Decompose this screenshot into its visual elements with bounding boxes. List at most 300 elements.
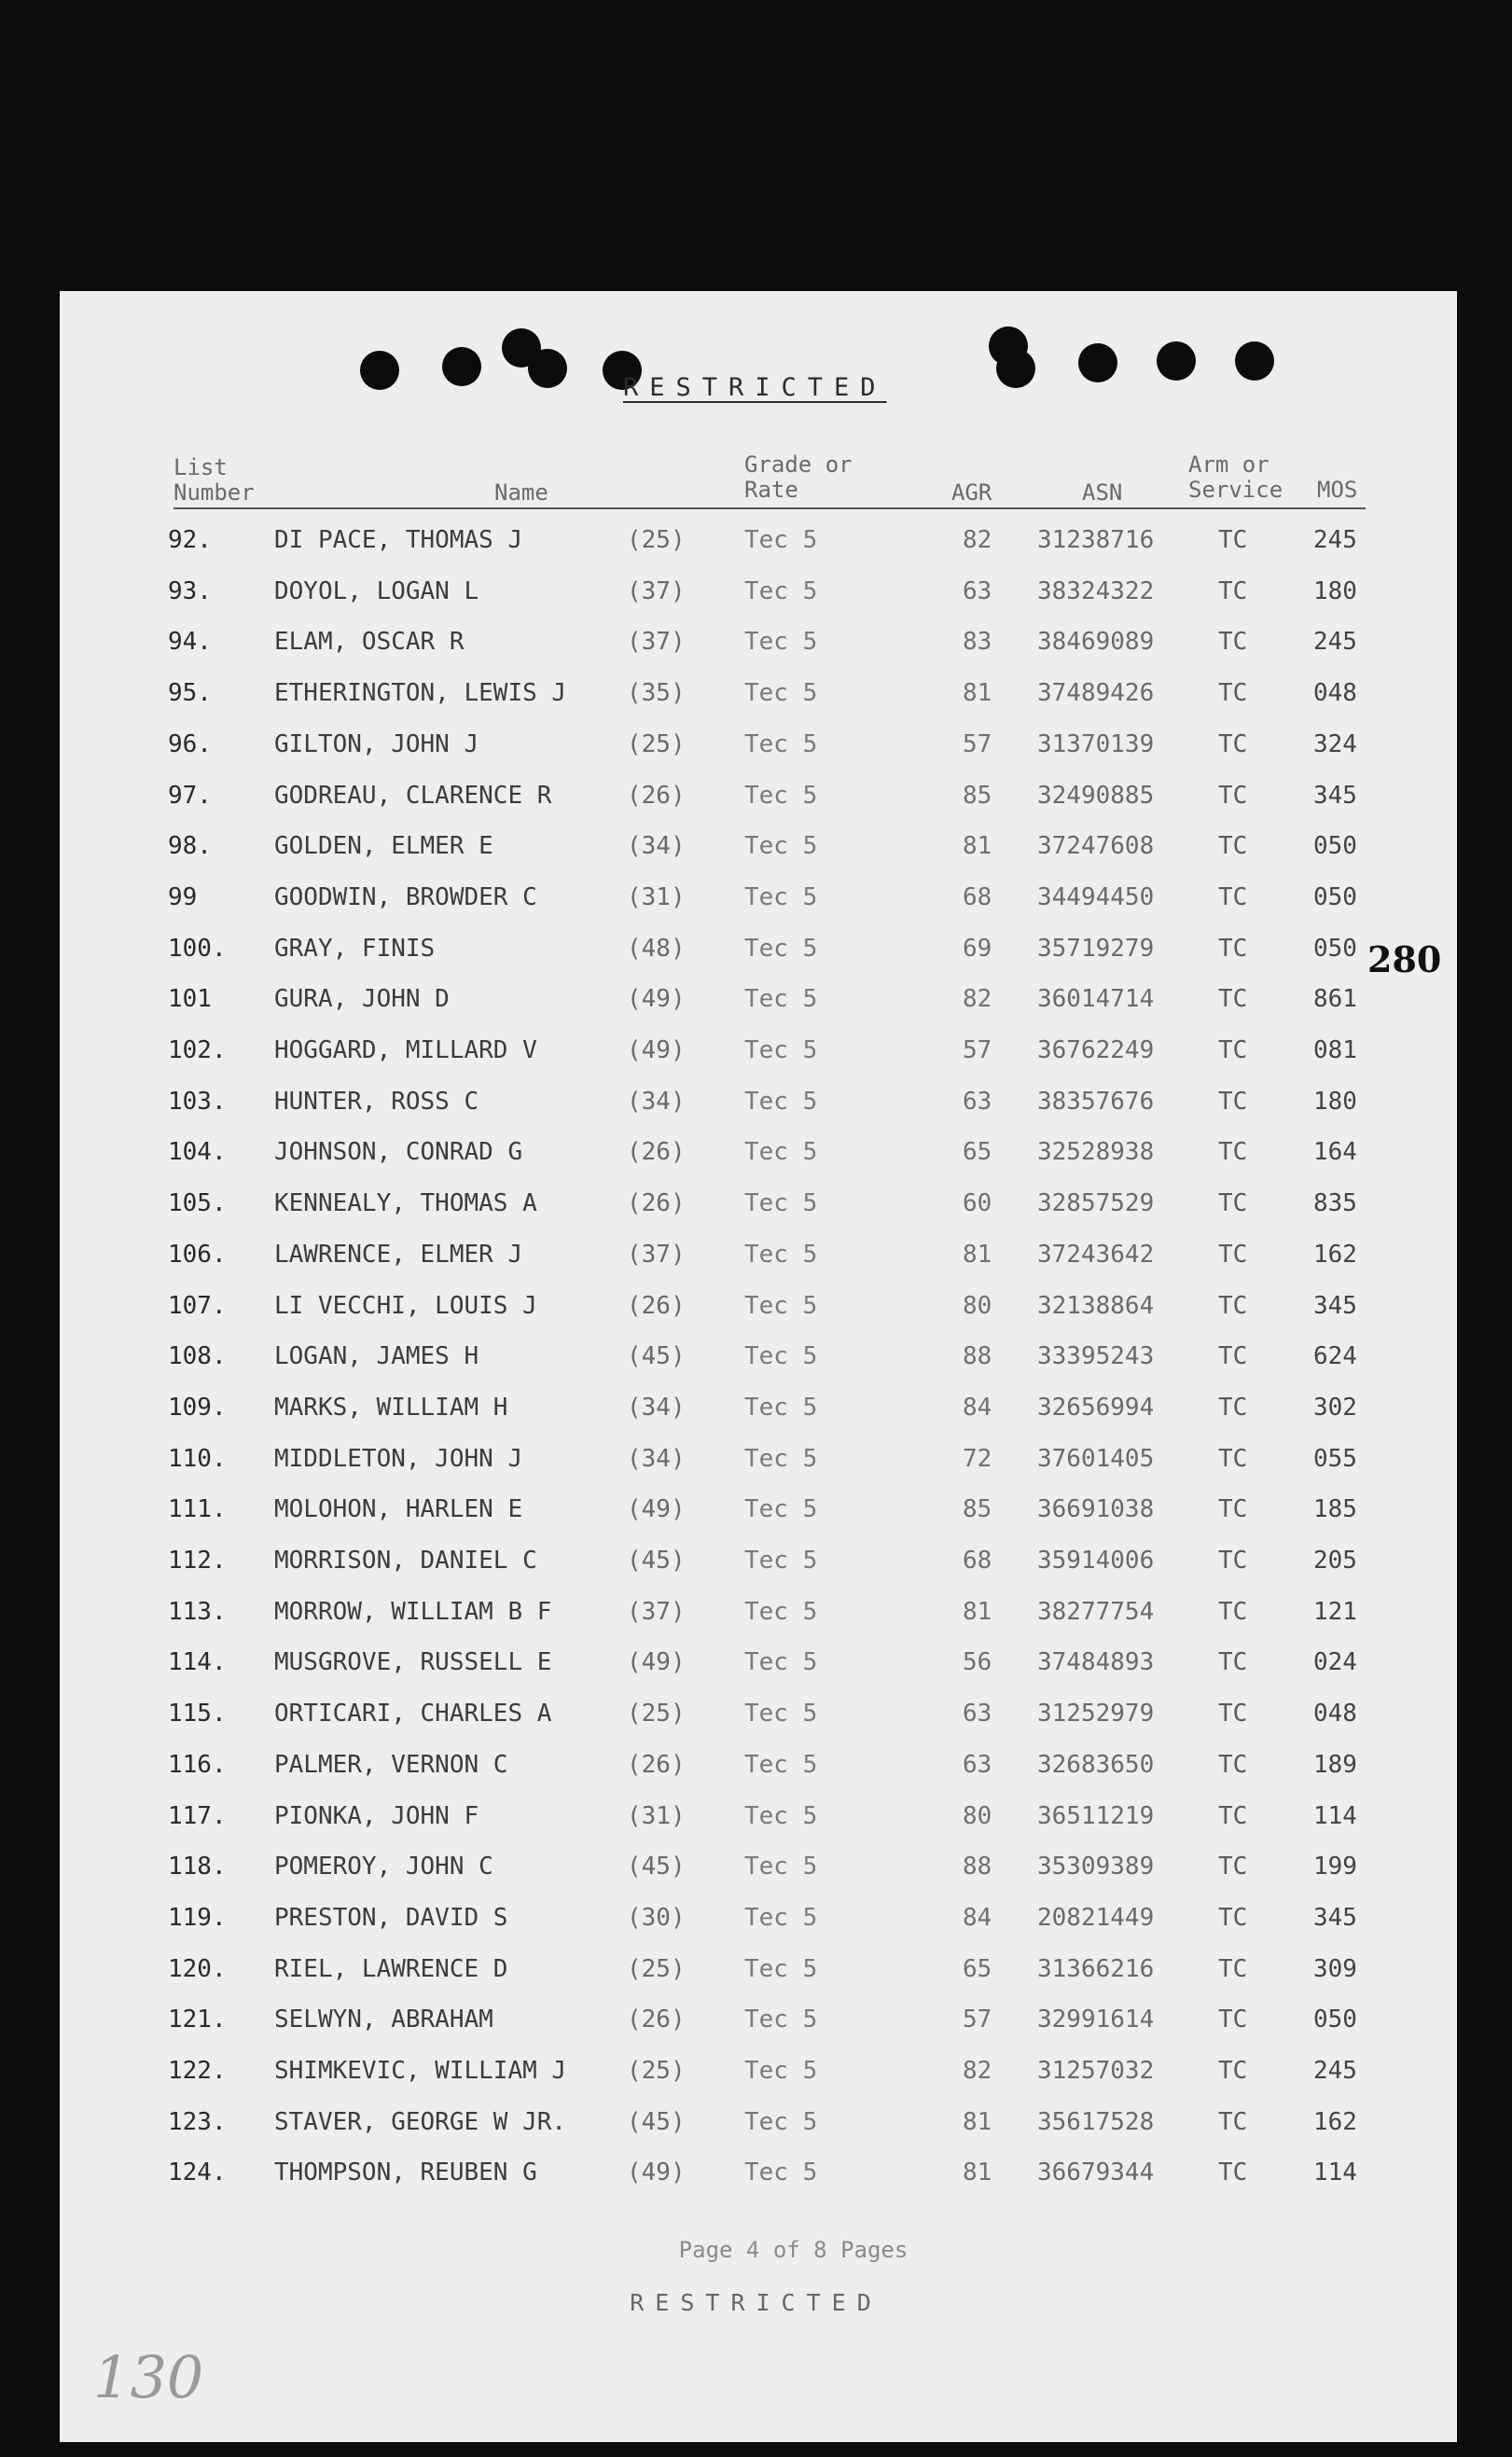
cell-code: (45)	[627, 2108, 686, 2136]
cell-list-number: 92.	[168, 526, 212, 554]
cell-arm-service: TC	[1218, 1088, 1248, 1116]
cell-asn: 38277754	[1037, 1598, 1155, 1626]
cell-grade: Tec 5	[744, 1138, 818, 1166]
cell-code: (25)	[627, 526, 686, 554]
cell-grade: Tec 5	[744, 1751, 818, 1779]
table-row	[0, 832, 1512, 869]
cell-code: (37)	[627, 628, 686, 656]
cell-asn: 34494450	[1037, 883, 1155, 911]
cell-mos: 114	[1313, 2159, 1357, 2186]
cell-grade: Tec 5	[744, 832, 818, 860]
cell-arm-service: TC	[1218, 1036, 1248, 1064]
cell-grade: Tec 5	[744, 577, 818, 605]
cell-grade: Tec 5	[744, 1241, 818, 1269]
cell-agr: 88	[963, 1342, 992, 1370]
cell-list-number: 116.	[168, 1751, 227, 1779]
cell-asn: 36511219	[1037, 1802, 1155, 1830]
table-row	[0, 985, 1512, 1022]
cell-arm-service: TC	[1218, 782, 1248, 810]
cell-agr: 81	[963, 2108, 992, 2136]
cell-arm-service: TC	[1218, 1292, 1248, 1320]
cell-list-number: 124.	[168, 2159, 227, 2186]
cell-name: GURA, JOHN D	[274, 985, 450, 1013]
cell-code: (26)	[627, 1189, 686, 1217]
cell-name: POMEROY, JOHN C	[274, 1853, 493, 1881]
cell-mos: 345	[1313, 1292, 1357, 1320]
cell-asn: 31366216	[1037, 1955, 1155, 1983]
cell-grade: Tec 5	[744, 2006, 818, 2034]
cell-mos: 180	[1313, 1088, 1357, 1116]
cell-asn: 35719279	[1037, 935, 1155, 963]
header-agr: AGR	[951, 479, 992, 506]
table-row	[0, 679, 1512, 716]
cell-asn: 36014714	[1037, 985, 1155, 1013]
cell-arm-service: TC	[1218, 935, 1248, 963]
cell-list-number: 121.	[168, 2006, 227, 2034]
table-row	[0, 2006, 1512, 2043]
cell-list-number: 110.	[168, 1445, 227, 1473]
cell-list-number: 122.	[168, 2057, 227, 2085]
cell-agr: 65	[963, 1138, 992, 1166]
cell-mos: 180	[1313, 577, 1357, 605]
cell-mos: 162	[1313, 1241, 1357, 1269]
cell-arm-service: TC	[1218, 1241, 1248, 1269]
cell-list-number: 123.	[168, 2108, 227, 2136]
cell-arm-service: TC	[1218, 1495, 1248, 1523]
table-row	[0, 1802, 1512, 1839]
cell-arm-service: TC	[1218, 679, 1248, 707]
cell-agr: 68	[963, 883, 992, 911]
table-row	[0, 1853, 1512, 1890]
cell-agr: 63	[963, 1088, 992, 1116]
cell-agr: 63	[963, 1700, 992, 1728]
cell-asn: 38324322	[1037, 577, 1155, 605]
header-name: Name	[494, 479, 548, 506]
cell-code: (35)	[627, 679, 686, 707]
table-row	[0, 1648, 1512, 1686]
cell-name: MORRISON, DANIEL C	[274, 1547, 537, 1575]
cell-asn: 38469089	[1037, 628, 1155, 656]
cell-mos: 050	[1313, 883, 1357, 911]
cell-code: (26)	[627, 1751, 686, 1779]
cell-grade: Tec 5	[744, 1342, 818, 1370]
table-row	[0, 628, 1512, 665]
cell-list-number: 112.	[168, 1547, 227, 1575]
cell-grade: Tec 5	[744, 1036, 818, 1064]
cell-code: (45)	[627, 1853, 686, 1881]
cell-mos: 835	[1313, 1189, 1357, 1217]
cell-list-number: 100.	[168, 935, 227, 963]
cell-grade: Tec 5	[744, 1292, 818, 1320]
cell-name: DI PACE, THOMAS J	[274, 526, 523, 554]
cell-grade: Tec 5	[744, 679, 818, 707]
cell-code: (45)	[627, 1547, 686, 1575]
cell-list-number: 99	[168, 883, 198, 911]
cell-grade: Tec 5	[744, 883, 818, 911]
cell-asn: 32656994	[1037, 1394, 1155, 1422]
cell-asn: 35309389	[1037, 1853, 1155, 1881]
cell-list-number: 101	[168, 985, 212, 1013]
page-title: RESTRICTED	[623, 373, 887, 402]
cell-name: GILTON, JOHN J	[274, 730, 479, 758]
cell-code: (25)	[627, 1700, 686, 1728]
table-row	[0, 1138, 1512, 1175]
handwritten-number: 130	[93, 2343, 204, 2411]
table-row	[0, 1292, 1512, 1329]
cell-name: ORTICARI, CHARLES A	[274, 1700, 552, 1728]
cell-mos: 861	[1313, 985, 1357, 1013]
cell-list-number: 120.	[168, 1955, 227, 1983]
table-row	[0, 1955, 1512, 1992]
cell-list-number: 98.	[168, 832, 212, 860]
table-row	[0, 782, 1512, 819]
cell-asn: 31252979	[1037, 1700, 1155, 1728]
cell-grade: Tec 5	[744, 526, 818, 554]
table-row	[0, 1700, 1512, 1737]
cell-name: PRESTON, DAVID S	[274, 1904, 508, 1932]
cell-agr: 81	[963, 1598, 992, 1626]
cell-asn: 38357676	[1037, 1088, 1155, 1116]
cell-agr: 80	[963, 1802, 992, 1830]
table-row	[0, 577, 1512, 615]
cell-grade: Tec 5	[744, 2159, 818, 2186]
cell-grade: Tec 5	[744, 1547, 818, 1575]
cell-mos: 024	[1313, 1648, 1357, 1676]
cell-code: (45)	[627, 1342, 686, 1370]
header-mos: MOS	[1317, 477, 1358, 503]
cell-agr: 80	[963, 1292, 992, 1320]
cell-asn: 37489426	[1037, 679, 1155, 707]
cell-agr: 88	[963, 1853, 992, 1881]
cell-arm-service: TC	[1218, 883, 1248, 911]
cell-grade: Tec 5	[744, 1189, 818, 1217]
cell-grade: Tec 5	[744, 1598, 818, 1626]
cell-arm-service: TC	[1218, 2006, 1248, 2034]
cell-asn: 37601405	[1037, 1445, 1155, 1473]
cell-agr: 82	[963, 526, 992, 554]
cell-grade: Tec 5	[744, 1648, 818, 1676]
cell-mos: 114	[1313, 1802, 1357, 1830]
cell-name: HUNTER, ROSS C	[274, 1088, 479, 1116]
cell-arm-service: TC	[1218, 2108, 1248, 2136]
cell-mos: 050	[1313, 832, 1357, 860]
stamped-page-number: 280	[1367, 938, 1442, 980]
cell-list-number: 103.	[168, 1088, 227, 1116]
cell-arm-service: TC	[1218, 1904, 1248, 1932]
cell-grade: Tec 5	[744, 628, 818, 656]
header-rate-label: Rate	[744, 477, 798, 503]
cell-asn: 20821449	[1037, 1904, 1155, 1932]
table-row	[0, 1598, 1512, 1635]
cell-code: (31)	[627, 1802, 686, 1830]
cell-name: RIEL, LAWRENCE D	[274, 1955, 508, 1983]
cell-mos: 121	[1313, 1598, 1357, 1626]
cell-arm-service: TC	[1218, 1598, 1248, 1626]
cell-list-number: 109.	[168, 1394, 227, 1422]
cell-mos: 199	[1313, 1853, 1357, 1881]
table-row	[0, 1189, 1512, 1227]
cell-code: (25)	[627, 730, 686, 758]
cell-mos: 048	[1313, 1700, 1357, 1728]
cell-asn: 32490885	[1037, 782, 1155, 810]
cell-code: (26)	[627, 1138, 686, 1166]
cell-arm-service: TC	[1218, 1189, 1248, 1217]
cell-mos: 205	[1313, 1547, 1357, 1575]
page-count: Page 4 of 8 Pages	[678, 2237, 909, 2263]
cell-mos: 081	[1313, 1036, 1357, 1064]
cell-arm-service: TC	[1218, 628, 1248, 656]
cell-grade: Tec 5	[744, 1700, 818, 1728]
cell-asn: 32683650	[1037, 1751, 1155, 1779]
cell-mos: 055	[1313, 1445, 1357, 1473]
cell-list-number: 114.	[168, 1648, 227, 1676]
cell-code: (31)	[627, 883, 686, 911]
cell-name: GOLDEN, ELMER E	[274, 832, 493, 860]
cell-code: (30)	[627, 1904, 686, 1932]
cell-code: (37)	[627, 1598, 686, 1626]
cell-arm-service: TC	[1218, 2159, 1248, 2186]
header-grade-label: Grade or	[744, 451, 853, 478]
cell-arm-service: TC	[1218, 2057, 1248, 2085]
cell-code: (49)	[627, 1495, 686, 1523]
cell-list-number: 115.	[168, 1700, 227, 1728]
cell-asn: 32528938	[1037, 1138, 1155, 1166]
cell-agr: 63	[963, 1751, 992, 1779]
cell-asn: 37243642	[1037, 1241, 1155, 1269]
cell-code: (49)	[627, 985, 686, 1013]
table-row	[0, 883, 1512, 921]
header-list-label: List	[173, 454, 228, 480]
cell-list-number: 113.	[168, 1598, 227, 1626]
cell-asn: 36679344	[1037, 2159, 1155, 2186]
cell-name: MORROW, WILLIAM B F	[274, 1598, 552, 1626]
cell-grade: Tec 5	[744, 1955, 818, 1983]
header-number-label: Number	[173, 479, 255, 506]
cell-asn: 32991614	[1037, 2006, 1155, 2034]
table-row	[0, 2159, 1512, 2196]
cell-code: (49)	[627, 2159, 686, 2186]
cell-grade: Tec 5	[744, 1904, 818, 1932]
table-row	[0, 1342, 1512, 1380]
cell-list-number: 105.	[168, 1189, 227, 1217]
cell-agr: 72	[963, 1445, 992, 1473]
cell-list-number: 104.	[168, 1138, 227, 1166]
cell-grade: Tec 5	[744, 935, 818, 963]
cell-mos: 245	[1313, 628, 1357, 656]
cell-code: (37)	[627, 577, 686, 605]
cell-grade: Tec 5	[744, 2108, 818, 2136]
cell-arm-service: TC	[1218, 1751, 1248, 1779]
table-row	[0, 1547, 1512, 1584]
table-row	[0, 1495, 1512, 1533]
cell-arm-service: TC	[1218, 526, 1248, 554]
header-service-label: Service	[1188, 477, 1283, 503]
cell-asn: 32138864	[1037, 1292, 1155, 1320]
table-row	[0, 2057, 1512, 2094]
cell-arm-service: TC	[1218, 832, 1248, 860]
cell-name: HOGGARD, MILLARD V	[274, 1036, 537, 1064]
cell-code: (26)	[627, 1292, 686, 1320]
cell-grade: Tec 5	[744, 1394, 818, 1422]
cell-agr: 68	[963, 1547, 992, 1575]
table-row	[0, 1088, 1512, 1125]
cell-name: MOLOHON, HARLEN E	[274, 1495, 523, 1523]
cell-list-number: 118.	[168, 1853, 227, 1881]
table-row	[0, 1904, 1512, 1941]
cell-mos: 050	[1313, 2006, 1357, 2034]
cell-mos: 050	[1313, 935, 1357, 963]
cell-grade: Tec 5	[744, 1495, 818, 1523]
cell-mos: 189	[1313, 1751, 1357, 1779]
cell-agr: 65	[963, 1955, 992, 1983]
cell-arm-service: TC	[1218, 1445, 1248, 1473]
cell-asn: 33395243	[1037, 1342, 1155, 1370]
cell-grade: Tec 5	[744, 2057, 818, 2085]
cell-grade: Tec 5	[744, 1802, 818, 1830]
cell-grade: Tec 5	[744, 782, 818, 810]
cell-arm-service: TC	[1218, 1342, 1248, 1370]
cell-asn: 32857529	[1037, 1189, 1155, 1217]
cell-name: ETHERINGTON, LEWIS J	[274, 679, 567, 707]
cell-agr: 85	[963, 1495, 992, 1523]
cell-name: SELWYN, ABRAHAM	[274, 2006, 493, 2034]
table-row	[0, 1445, 1512, 1482]
cell-code: (37)	[627, 1241, 686, 1269]
cell-name: JOHNSON, CONRAD G	[274, 1138, 523, 1166]
footer-restricted: RESTRICTED	[630, 2289, 882, 2316]
cell-arm-service: TC	[1218, 1700, 1248, 1728]
table-row	[0, 1751, 1512, 1788]
cell-name: MIDDLETON, JOHN J	[274, 1445, 523, 1473]
cell-mos: 309	[1313, 1955, 1357, 1983]
cell-agr: 63	[963, 577, 992, 605]
cell-mos: 185	[1313, 1495, 1357, 1523]
cell-asn: 37484893	[1037, 1648, 1155, 1676]
cell-grade: Tec 5	[744, 730, 818, 758]
table-row	[0, 1241, 1512, 1278]
cell-arm-service: TC	[1218, 1853, 1248, 1881]
cell-mos: 164	[1313, 1138, 1357, 1166]
cell-arm-service: TC	[1218, 1802, 1248, 1830]
cell-asn: 31257032	[1037, 2057, 1155, 2085]
cell-grade: Tec 5	[744, 1088, 818, 1116]
cell-asn: 37247608	[1037, 832, 1155, 860]
cell-agr: 84	[963, 1904, 992, 1932]
cell-arm-service: TC	[1218, 1394, 1248, 1422]
cell-name: PALMER, VERNON C	[274, 1751, 508, 1779]
table-row	[0, 730, 1512, 768]
cell-agr: 84	[963, 1394, 992, 1422]
table-row	[0, 526, 1512, 563]
cell-code: (49)	[627, 1036, 686, 1064]
header-arm-label: Arm or	[1188, 451, 1269, 478]
cell-grade: Tec 5	[744, 985, 818, 1013]
cell-list-number: 94.	[168, 628, 212, 656]
cell-agr: 82	[963, 2057, 992, 2085]
cell-list-number: 111.	[168, 1495, 227, 1523]
cell-agr: 57	[963, 2006, 992, 2034]
cell-name: THOMPSON, REUBEN G	[274, 2159, 537, 2186]
cell-list-number: 119.	[168, 1904, 227, 1932]
cell-name: LAWRENCE, ELMER J	[274, 1241, 523, 1269]
cell-name: GRAY, FINIS	[274, 935, 436, 963]
cell-agr: 57	[963, 1036, 992, 1064]
cell-mos: 302	[1313, 1394, 1357, 1422]
cell-name: GOODWIN, BROWDER C	[274, 883, 537, 911]
cell-asn: 36691038	[1037, 1495, 1155, 1523]
cell-asn: 31370139	[1037, 730, 1155, 758]
header-asn: ASN	[1082, 479, 1123, 506]
cell-agr: 60	[963, 1189, 992, 1217]
cell-name: LOGAN, JAMES H	[274, 1342, 479, 1370]
cell-mos: 324	[1313, 730, 1357, 758]
cell-mos: 048	[1313, 679, 1357, 707]
cell-code: (25)	[627, 1955, 686, 1983]
cell-code: (34)	[627, 832, 686, 860]
cell-code: (34)	[627, 1088, 686, 1116]
cell-mos: 245	[1313, 2057, 1357, 2085]
cell-arm-service: TC	[1218, 985, 1248, 1013]
cell-agr: 56	[963, 1648, 992, 1676]
cell-mos: 345	[1313, 1904, 1357, 1932]
cell-grade: Tec 5	[744, 1445, 818, 1473]
cell-arm-service: TC	[1218, 1138, 1248, 1166]
cell-agr: 83	[963, 628, 992, 656]
cell-name: STAVER, GEORGE W JR.	[274, 2108, 567, 2136]
table-row	[0, 1394, 1512, 1431]
cell-name: DOYOL, LOGAN L	[274, 577, 479, 605]
cell-name: SHIMKEVIC, WILLIAM J	[274, 2057, 567, 2085]
cell-agr: 82	[963, 985, 992, 1013]
cell-name: PIONKA, JOHN F	[274, 1802, 479, 1830]
cell-name: GODREAU, CLARENCE R	[274, 782, 552, 810]
cell-agr: 81	[963, 2159, 992, 2186]
cell-list-number: 108.	[168, 1342, 227, 1370]
cell-name: MUSGROVE, RUSSELL E	[274, 1648, 552, 1676]
cell-code: (25)	[627, 2057, 686, 2085]
cell-agr: 81	[963, 832, 992, 860]
cell-name: MARKS, WILLIAM H	[274, 1394, 508, 1422]
cell-code: (48)	[627, 935, 686, 963]
cell-agr: 81	[963, 1241, 992, 1269]
cell-asn: 35617528	[1037, 2108, 1155, 2136]
cell-mos: 345	[1313, 782, 1357, 810]
cell-list-number: 117.	[168, 1802, 227, 1830]
table-row	[0, 1036, 1512, 1074]
cell-list-number: 95.	[168, 679, 212, 707]
cell-code: (34)	[627, 1394, 686, 1422]
cell-mos: 245	[1313, 526, 1357, 554]
cell-mos: 162	[1313, 2108, 1357, 2136]
cell-code: (26)	[627, 2006, 686, 2034]
cell-grade: Tec 5	[744, 1853, 818, 1881]
cell-agr: 57	[963, 730, 992, 758]
cell-list-number: 106.	[168, 1241, 227, 1269]
cell-code: (34)	[627, 1445, 686, 1473]
cell-list-number: 93.	[168, 577, 212, 605]
cell-list-number: 107.	[168, 1292, 227, 1320]
cell-asn: 35914006	[1037, 1547, 1155, 1575]
cell-mos: 624	[1313, 1342, 1357, 1370]
cell-asn: 31238716	[1037, 526, 1155, 554]
cell-arm-service: TC	[1218, 1648, 1248, 1676]
cell-list-number: 102.	[168, 1036, 227, 1064]
table-row	[0, 935, 1512, 972]
cell-arm-service: TC	[1218, 1547, 1248, 1575]
cell-code: (26)	[627, 782, 686, 810]
cell-arm-service: TC	[1218, 1955, 1248, 1983]
cell-name: LI VECCHI, LOUIS J	[274, 1292, 537, 1320]
